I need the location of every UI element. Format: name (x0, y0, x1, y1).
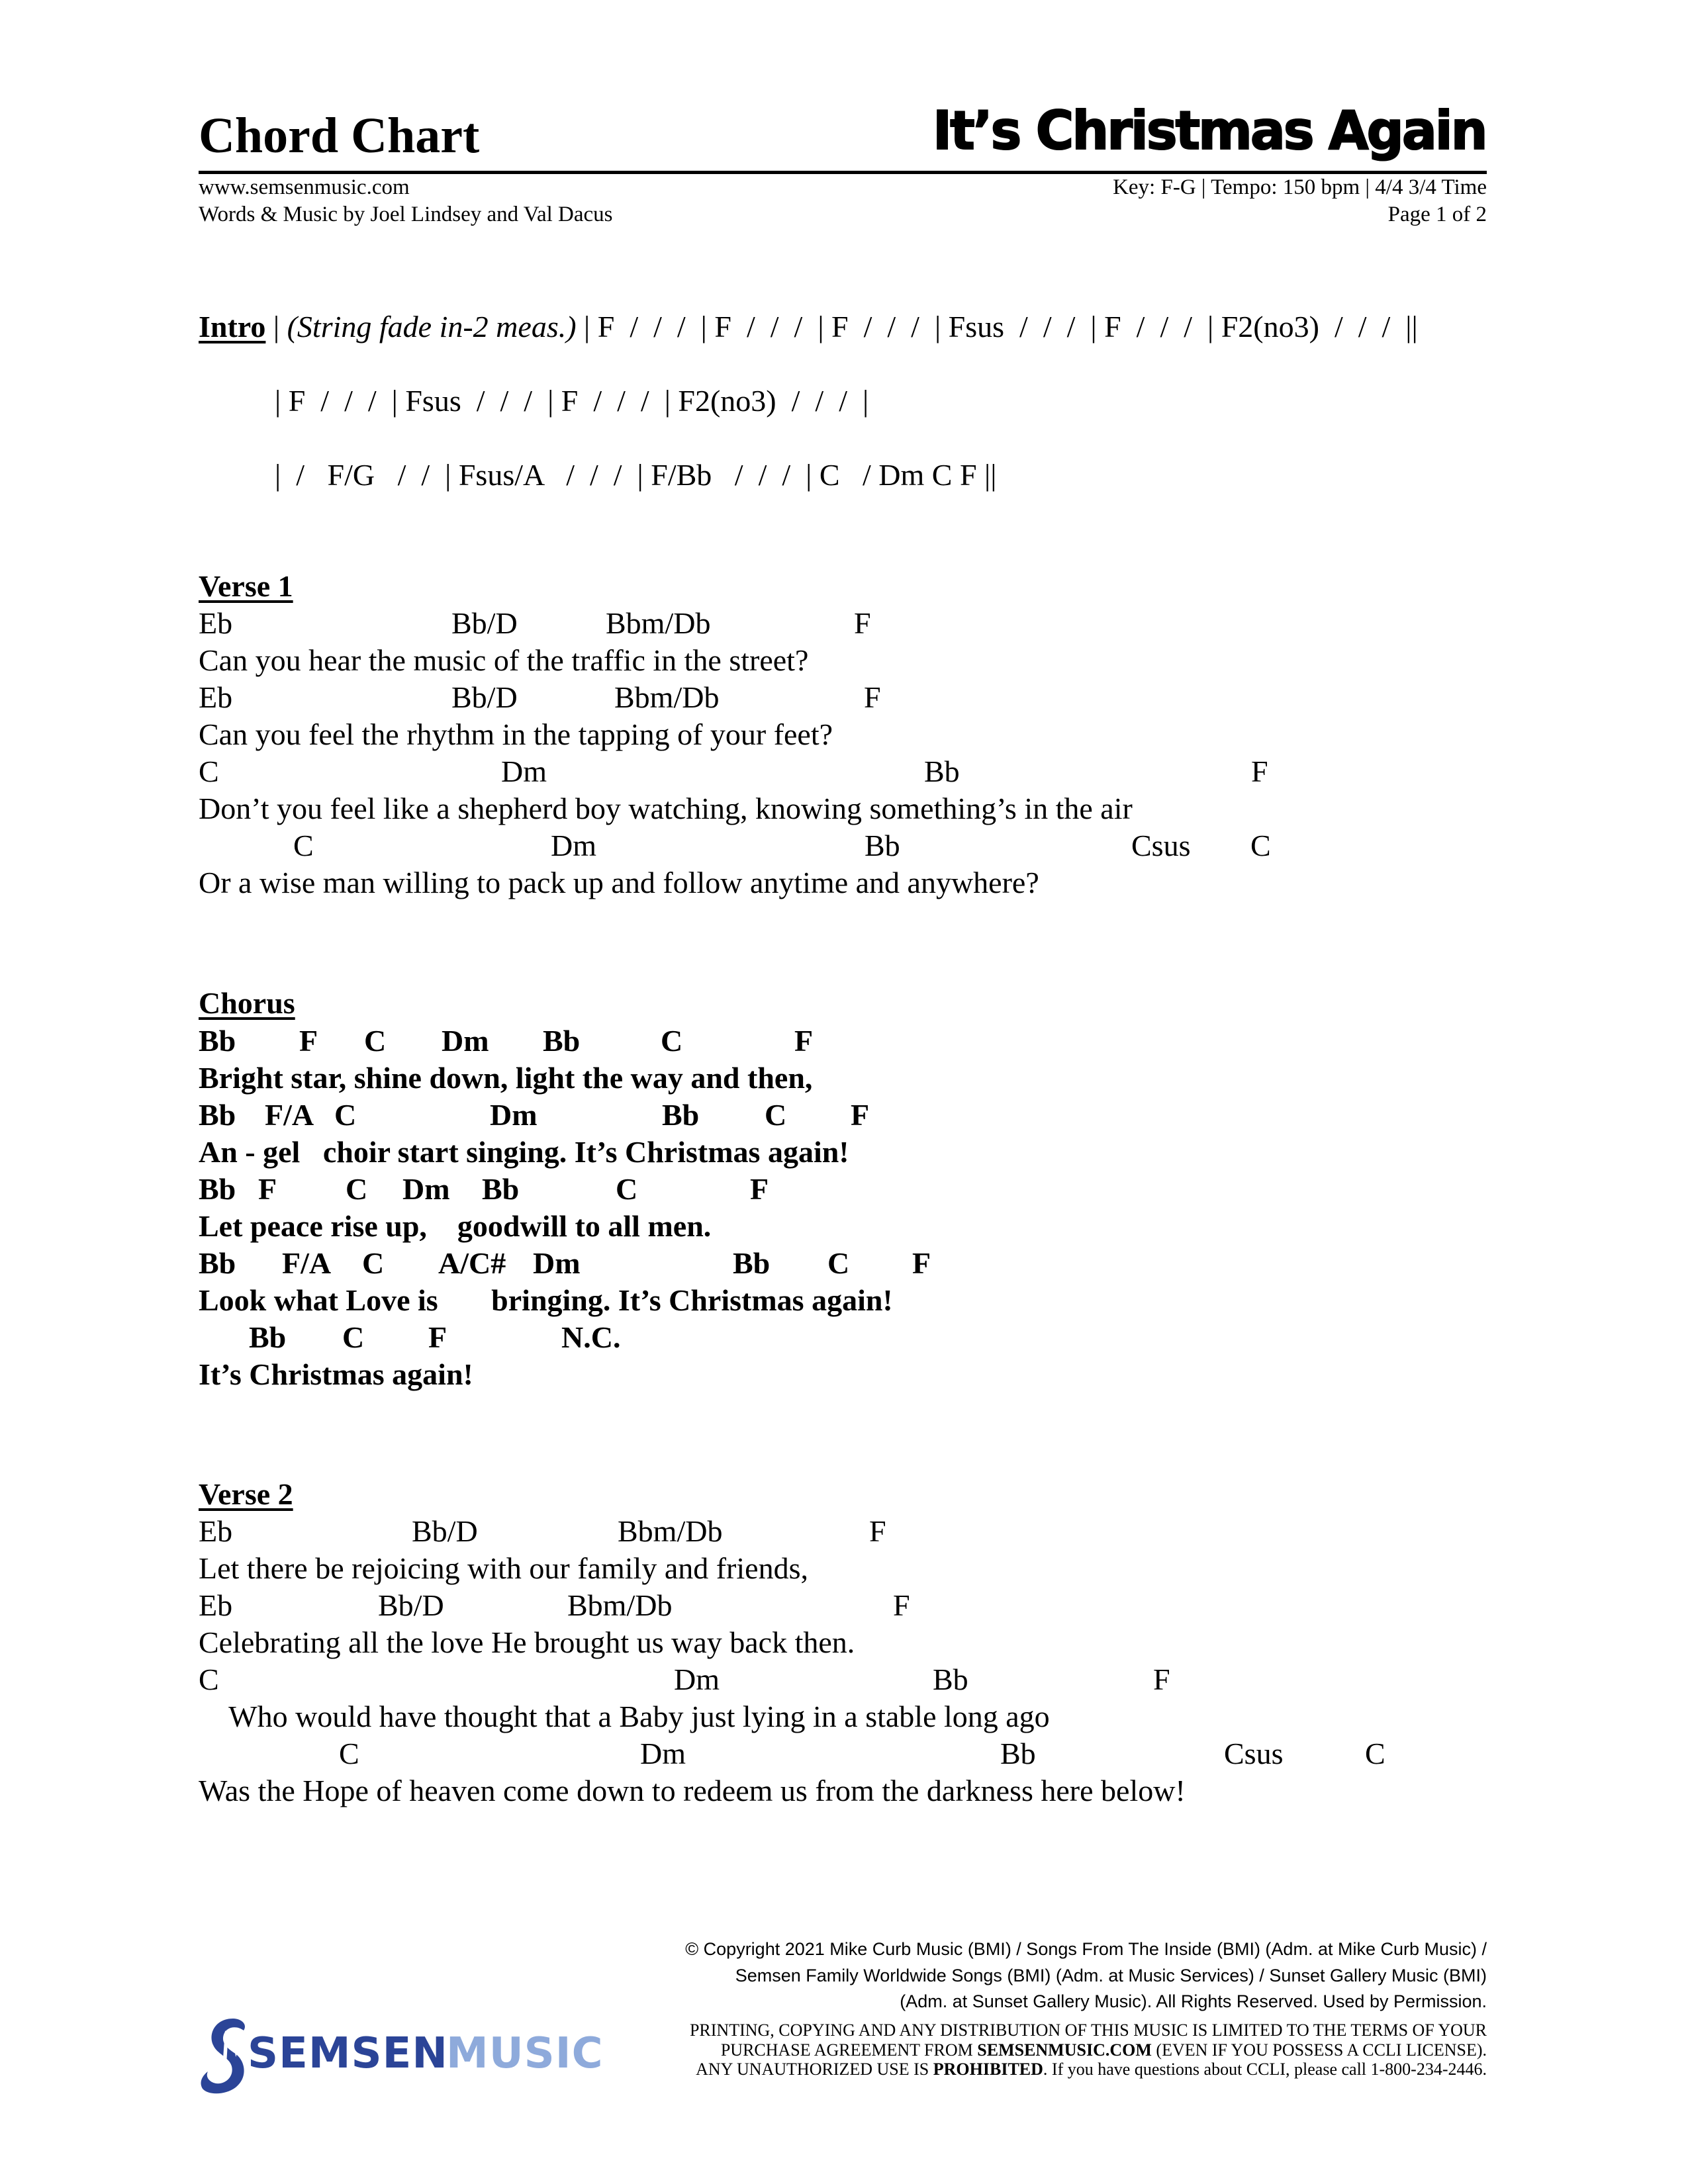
doc-type-heading: Chord Chart (199, 108, 480, 163)
chord-line (199, 827, 1489, 864)
lyric-line: Don’t you feel like a shepherd boy watching, knowing something’s in the air (199, 792, 1133, 825)
chord: F (1153, 1662, 1170, 1696)
chord-line (199, 1661, 1489, 1698)
chord-line (199, 1097, 1489, 1134)
lyric-line: An - gel choir start singing. It’s Christmas again! (199, 1135, 849, 1169)
chord-line (199, 1319, 1489, 1356)
lyric-line: Can you feel the rhythm in the tapping of your feet? (199, 717, 833, 751)
copyright-line-3: (Adm. at Sunset Gallery Music). All Rights Reserved. Used by Permission. (900, 1991, 1487, 2011)
chord: Bb (662, 1098, 700, 1132)
website-link[interactable]: www.semsenmusic.com (199, 175, 410, 199)
legal-line-2-text: PURCHASE AGREEMENT FROM (720, 2040, 978, 2060)
chord: Dm (640, 1737, 686, 1770)
chord: C (293, 829, 314, 862)
chord: Eb (199, 1588, 233, 1622)
chord: Csus (1224, 1737, 1284, 1770)
chord: C (199, 754, 219, 788)
chord: Dm (551, 829, 596, 862)
chord-line (199, 1513, 1489, 1550)
chord: F (912, 1246, 931, 1280)
chord: F (869, 1514, 886, 1548)
legal-line-3 (696, 2060, 1487, 2079)
song-title: It’s Christmas Again (933, 100, 1486, 161)
chord: Dm (501, 754, 547, 788)
key-tempo-info: Key: F-G | Tempo: 150 bpm | 4/4 3/4 Time (1113, 175, 1487, 199)
logo-semsen-text: SEMSEN (248, 2029, 448, 2078)
semsenmusic-link[interactable]: SEMSENMUSIC.COM (977, 2040, 1152, 2060)
chord: F (854, 606, 871, 640)
chord-line (199, 605, 1489, 642)
chord: C (616, 1172, 638, 1206)
intro-row-1 (199, 308, 1418, 345)
chord: Dm (402, 1172, 450, 1206)
verse-2-block (199, 1513, 1489, 1809)
page-number: Page 1 of 2 (1387, 203, 1487, 226)
chord: F (258, 1172, 277, 1206)
chord-line (199, 753, 1489, 790)
chord: Dm (490, 1098, 538, 1132)
chord: Bb (733, 1246, 771, 1280)
chord: A/C# (438, 1246, 506, 1280)
chord: Eb (199, 1514, 233, 1548)
chord: F (428, 1320, 447, 1354)
lyric-line: Bright star, shine down, light the way and then, (199, 1061, 813, 1095)
chord: Bbm/Db (614, 680, 720, 714)
semsen-music-logo (196, 2012, 620, 2105)
chord: Dm (442, 1024, 489, 1058)
chord: C (199, 1662, 219, 1696)
chord: C (765, 1098, 787, 1132)
lyric-line: Let peace rise up, goodwill to all men. (199, 1209, 712, 1243)
chord: F/A (282, 1246, 332, 1280)
chord: Bb (924, 754, 960, 788)
legal-line-2 (721, 2040, 1487, 2060)
chord: C (362, 1246, 385, 1280)
lyric-line: Look what Love is bringing. It’s Christmas again! (199, 1283, 893, 1317)
intro-bar: | (265, 310, 287, 343)
chord: Bb (199, 1172, 236, 1206)
chord: Bb/D (378, 1588, 444, 1622)
chord: Eb (199, 680, 233, 714)
legal-line-1: PRINTING, COPYING AND ANY DISTRIBUTION OF THIS MUSIC IS LIMITED TO THE TERMS OF YOUR (689, 2021, 1487, 2040)
chord: C (339, 1737, 359, 1770)
chord-line (199, 1245, 1489, 1282)
chord: Bb (1000, 1737, 1036, 1770)
lyric-line: Can you hear the music of the traffic in the street? (199, 643, 809, 677)
chord-line (199, 1023, 1489, 1060)
chord: F (864, 680, 881, 714)
chord: C (346, 1172, 368, 1206)
chord: Bb (543, 1024, 581, 1058)
chord: Eb (199, 606, 233, 640)
chord-line (199, 1735, 1489, 1772)
intro-note: (String fade in-2 meas.) (287, 310, 577, 343)
intro-row-1-chords: | F / / / | F / / / | F / / / | Fsus / / / | F / / / | F2(no3) / / / || (576, 310, 1418, 343)
chord: C (364, 1024, 387, 1058)
legal-line-3-text: ANY UNAUTHORIZED USE IS (696, 2060, 933, 2079)
intro-label: Intro (199, 310, 266, 343)
chord: C (1365, 1737, 1385, 1770)
music-note-s-icon (196, 2016, 252, 2095)
chorus-block (199, 1023, 1489, 1393)
chord: Csus (1131, 829, 1191, 862)
chord: Dm (533, 1246, 581, 1280)
chord: F (1251, 754, 1268, 788)
chord: Bbm/Db (567, 1588, 673, 1622)
chord: F (893, 1588, 910, 1622)
chord: F/A (265, 1098, 314, 1132)
copyright-line-1: © Copyright 2021 Mike Curb Music (BMI) / Songs From The Inside (BMI) (Adm. at Mike Curb Music) / (685, 1939, 1487, 1959)
chord-line (199, 1587, 1489, 1624)
chord: Bb/D (451, 680, 518, 714)
chord: F (851, 1098, 870, 1132)
chord: C (1250, 829, 1271, 862)
intro-row-3: | / F/G / / | Fsus/A / / / | F/Bb / / / | C / Dm C F || (275, 458, 997, 492)
lyric-line: Let there be rejoicing with our family and friends, (199, 1551, 808, 1585)
chord: Bb (865, 829, 900, 862)
logo-music-text: MUSIC (446, 2029, 604, 2078)
lyric-line: Celebrating all the love He brought us way back then. (199, 1625, 855, 1659)
verse-1-heading: Verse 1 (199, 569, 293, 603)
chord: Bb/D (412, 1514, 478, 1548)
chord: Dm (674, 1662, 720, 1696)
lyric-line: Was the Hope of heaven come down to redeem us from the darkness here below! (199, 1774, 1186, 1807)
song-credits: Words & Music by Joel Lindsey and Val Dacus (199, 203, 613, 226)
chord: C (661, 1024, 683, 1058)
chord: Bb (482, 1172, 520, 1206)
chord: C (342, 1320, 365, 1354)
legal-line-3-tail: . If you have questions about CCLI, please call 1-800-234-2446. (1043, 2060, 1487, 2079)
chord: Bb (249, 1320, 287, 1354)
chord: Bb (199, 1246, 236, 1280)
lyric-line: Or a wise man willing to pack up and follow anytime and anywhere? (199, 866, 1039, 899)
chord-line (199, 679, 1489, 716)
chord: C (334, 1098, 357, 1132)
chord: Bbm/Db (618, 1514, 723, 1548)
copyright-line-2: Semsen Family Worldwide Songs (BMI) (Adm. at Music Services) / Sunset Gallery Music (BMI) (735, 1966, 1487, 1985)
prohibited-emphasis: PROHIBITED (933, 2060, 1043, 2079)
chord: Bbm/Db (606, 606, 711, 640)
chord: F (299, 1024, 318, 1058)
chord: Bb (933, 1662, 968, 1696)
chord: Bb/D (451, 606, 518, 640)
chorus-heading: Chorus (199, 986, 295, 1020)
intro-row-2: | F / / / | Fsus / / / | F / / / | F2(no3) / / / | (275, 384, 869, 418)
chord: F (794, 1024, 814, 1058)
chord: N.C. (561, 1320, 621, 1354)
chord-line (199, 1171, 1489, 1208)
chord: F (750, 1172, 769, 1206)
chord: C (827, 1246, 850, 1280)
verse-2-heading: Verse 2 (199, 1477, 293, 1511)
chord: Bb (199, 1098, 236, 1132)
lyric-line: It’s Christmas again! (199, 1357, 473, 1391)
chord: Bb (199, 1024, 236, 1058)
verse-1-block (199, 605, 1489, 901)
legal-line-2-tail: (EVEN IF YOU POSSESS A CCLI LICENSE). (1151, 2040, 1487, 2060)
lyric-line: Who would have thought that a Baby just lying in a stable long ago (199, 1700, 1050, 1733)
